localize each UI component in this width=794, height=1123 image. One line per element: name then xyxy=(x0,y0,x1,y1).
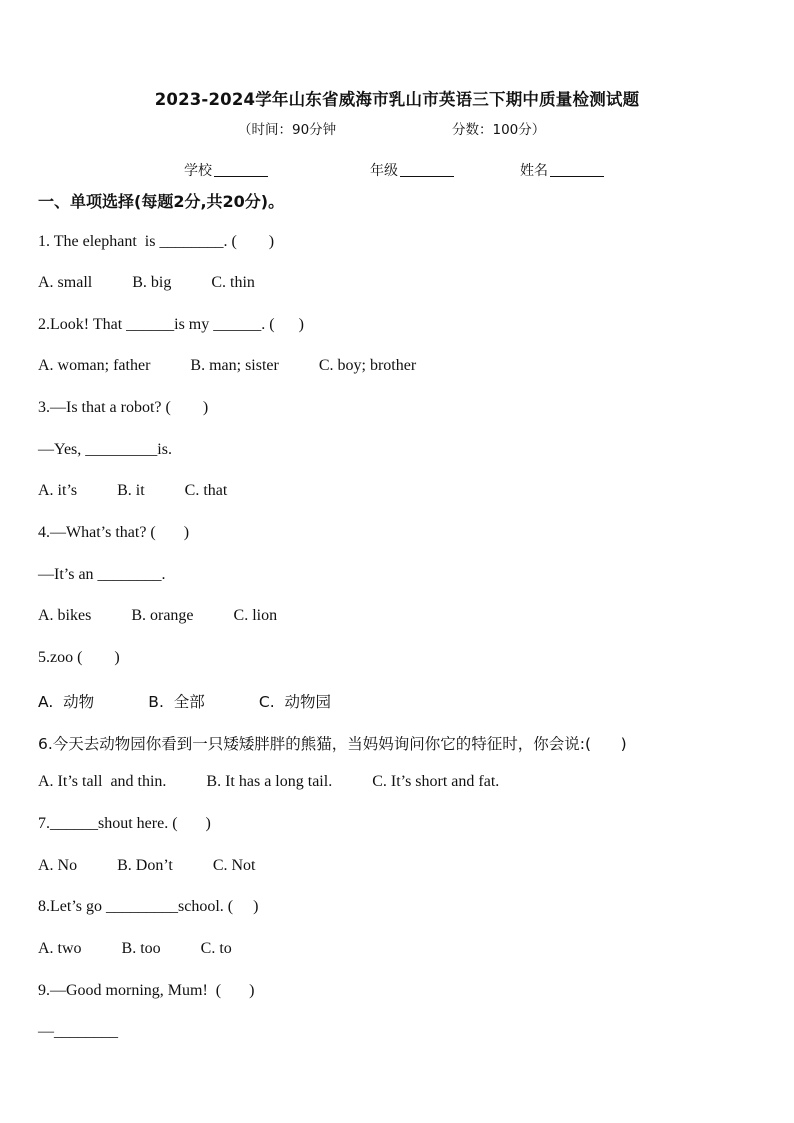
exam-title: 2023-2024学年山东省威海市乳山市英语三下期中质量检测试题 xyxy=(154,90,640,109)
grade-blank[interactable] xyxy=(400,162,454,177)
question-3: 3.—Is that a robot? ( ) xyxy=(38,399,209,416)
question-7: 7.______shout here. ( ) xyxy=(38,815,211,832)
question-8: 8.Let’s go _________school. ( ) xyxy=(38,898,259,915)
school-blank[interactable] xyxy=(214,162,268,177)
question-6-options: A. It’s tall and thin. B. It has a long tail. C. It’s short and fat. xyxy=(38,773,500,790)
question-5: 5.zoo ( ) xyxy=(38,649,120,666)
question-9: 9.—Good morning, Mum! ( ) xyxy=(38,982,255,999)
question-1: 1. The elephant is ________. ( ) xyxy=(38,233,275,250)
name-label: 姓名 xyxy=(520,163,548,179)
question-4-answer: —It’s an ________. xyxy=(38,566,166,583)
question-4-options: A. bikes B. orange C. lion xyxy=(38,607,278,624)
question-9-answer: —________ xyxy=(38,1023,118,1040)
school-label: 学校 xyxy=(184,163,212,179)
school-field xyxy=(184,160,268,180)
question-4: 4.—What’s that? ( ) xyxy=(38,524,190,541)
question-7-options: A. No B. Don’t C. Not xyxy=(38,857,256,874)
grade-label: 年级 xyxy=(370,163,398,179)
section-title: 一、单项选择(每题2分,共20分)。 xyxy=(38,192,285,211)
question-2-options: A. woman; father B. man; sister C. boy; brother xyxy=(38,357,417,374)
exam-time: （时间：90分钟 xyxy=(238,122,337,138)
question-3-options: A. it’s B. it C. that xyxy=(38,482,228,499)
grade-field xyxy=(370,160,454,180)
name-field xyxy=(520,160,604,180)
question-1-options: A. small B. big C. thin xyxy=(38,274,255,291)
question-5-options: A. 动物 B. 全部 C. 动物园 xyxy=(38,693,332,711)
name-blank[interactable] xyxy=(550,162,604,177)
question-8-options: A. two B. too C. to xyxy=(38,940,232,957)
question-2: 2.Look! That ______is my ______. ( ) xyxy=(38,316,304,333)
question-3-answer: —Yes, _________is. xyxy=(38,441,172,458)
exam-score: 分数：100分） xyxy=(452,122,546,138)
question-6: 6.今天去动物园你看到一只矮矮胖胖的熊猫，当妈妈询问你它的特征时，你会说:( ) xyxy=(38,735,627,753)
